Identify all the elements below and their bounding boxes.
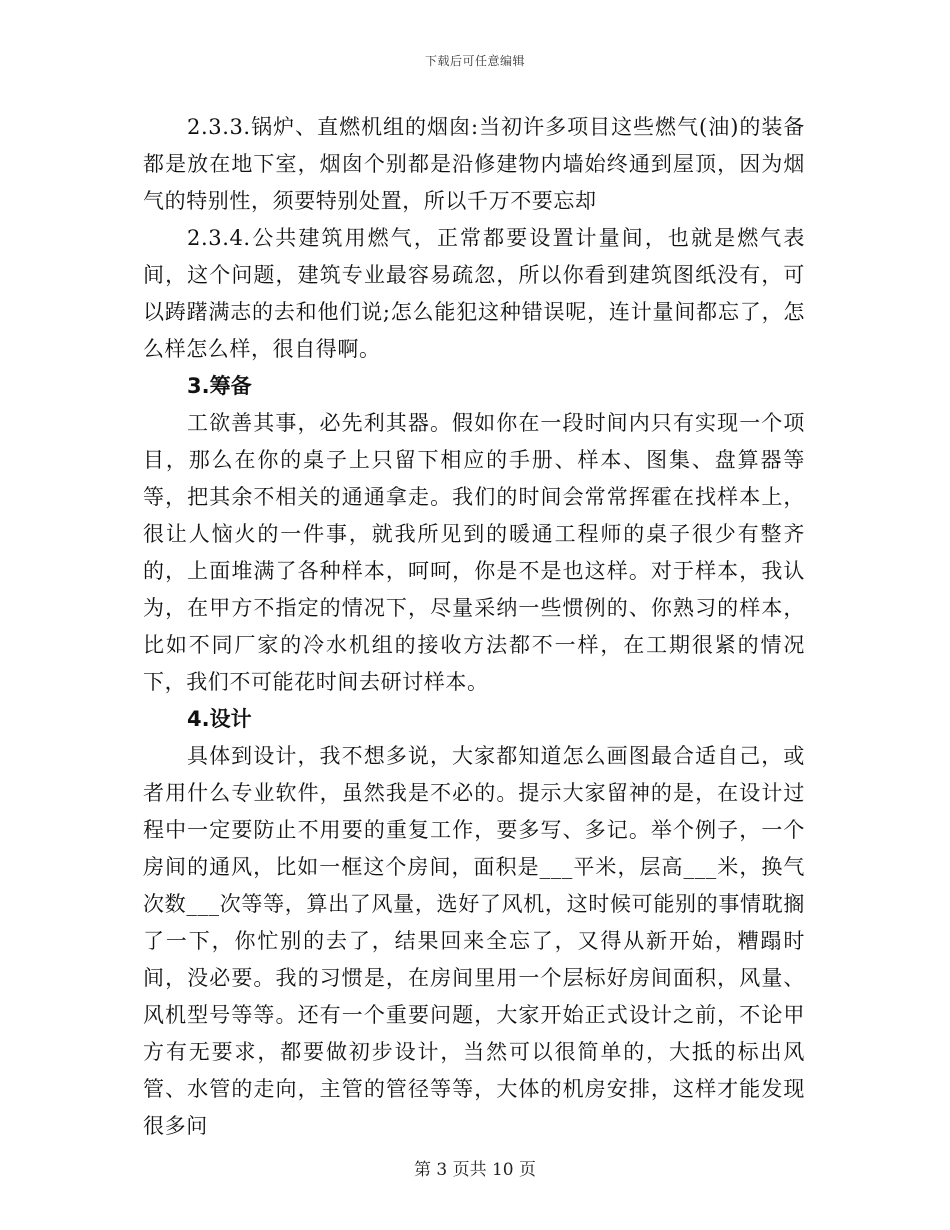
page-header: 下载后可任意编辑 xyxy=(424,54,525,68)
paragraph-2-3-4: 2.3.4.公共建筑用燃气，正常都要设置计量间，也就是燃气表间，这个问题，建筑专业最容易疏忽，所以你看到建筑图纸没有，可以踌躇满志的去和他们说;怎么能犯这种错误呢，连计量间都忘了，怎么样怎么样，很自得啊。 xyxy=(143,226,805,361)
section-heading-3: 3.筹备 xyxy=(187,374,252,398)
document-body xyxy=(143,109,805,1145)
paragraph-2-3-3: 2.3.3.锅炉、直燃机组的烟囱:当初许多项目这些燃气(油)的装备都是放在地下室，烟囱个别都是沿修建物内墙始终通到屋顶，因为烟气的特别性，须要特别处置，所以千万不要忘却 xyxy=(143,115,805,213)
paragraph-design: 具体到设计，我不想多说，大家都知道怎么画图最合适自己，或者用什么专业软件，虽然我是不必的。提示大家留神的是，在设计过程中一定要防止不用要的重复工作，要多写、多记。举个例子，一个房间的通风，比如一框这个房间，面积是___平米，层高___米，换气次数___次等等，算出了风量，选好了风机，这时候可能别的事情耽搁了一下，你忙别的去了，结果回来全忘了，又得从新开始，糟蹋时间，没必要。我的习惯是，在房间里用一个层标好房间面积，风量、风机型号等等。还有一个重要问题，大家开始正式设计之前，不论甲方有无要求，都要做初步设计，当然可以很简单的，大抵的标出风管、水管的走向，主管的管径等等，大体的机房安排，这样才能发现很多问 xyxy=(143,744,805,1138)
section-heading-4: 4.设计 xyxy=(187,707,252,731)
paragraph-preparation: 工欲善其事，必先利其器。假如你在一段时间内只有实现一个项目，那么在你的桌子上只留下相应的手册、样本、图集、盘算器等等，把其余不相关的通通拿走。我们的时间会常常挥霍在找样本上，很让人恼火的一件事，就我所见到的暖通工程师的桌子很少有整齐的，上面堆满了各种样本，呵呵，你是不是也这样。对于样本，我认为，在甲方不指定的情况下，尽量采纳一些惯例的、你熟习的样本，比如不同厂家的冷水机组的接收方法都不一样，在工期很紧的情况下，我们不可能花时间去研讨样本。 xyxy=(143,411,805,694)
page-footer: 第 3 页共 10 页 xyxy=(413,1160,537,1180)
